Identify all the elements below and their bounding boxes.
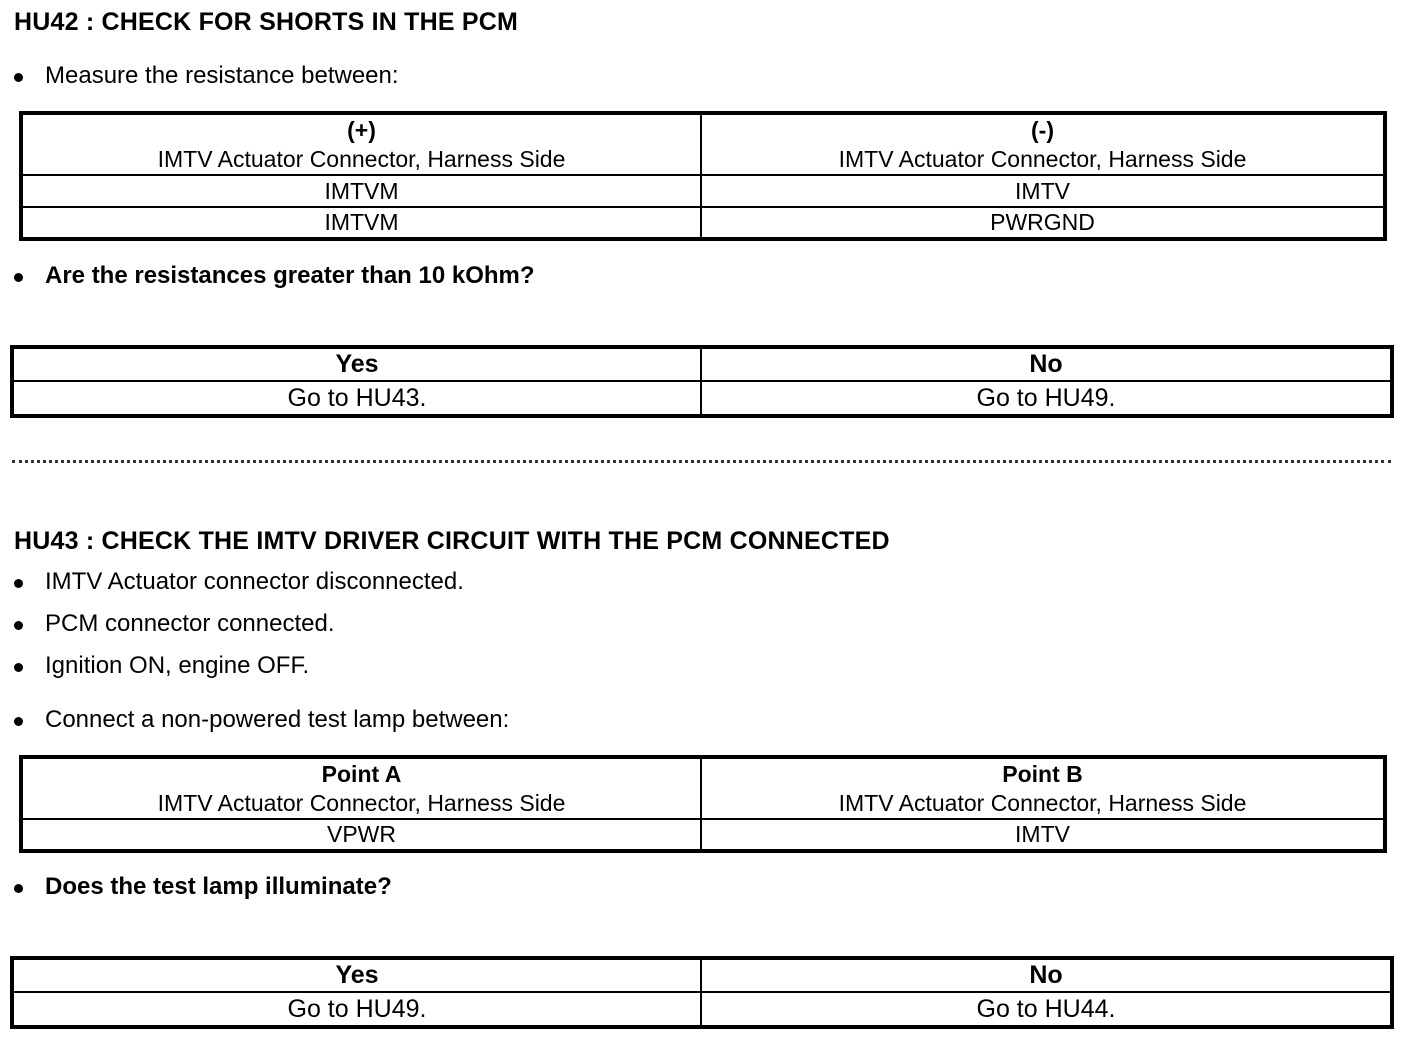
table-header-row <box>21 757 1385 819</box>
header-polarity-plus: (+) <box>347 116 376 143</box>
bullet-condition <box>14 568 464 596</box>
bullet-dot-icon <box>14 663 23 672</box>
bullet-question-test-lamp <box>14 873 392 901</box>
table-row <box>12 381 1392 416</box>
bullet-condition <box>14 652 309 680</box>
table-header-cell <box>701 757 1385 819</box>
table-header-cell <box>701 113 1385 175</box>
bullet-question-resistance <box>14 262 535 290</box>
bullet-text: PCM connector connected. <box>45 610 335 637</box>
table-cell: IMTV <box>701 175 1385 207</box>
table-cell: IMTVM <box>21 175 701 207</box>
table-cell: IMTVM <box>21 207 701 239</box>
table-header-row <box>12 347 1392 381</box>
bullet-text: IMTV Actuator connector disconnected. <box>45 568 464 595</box>
yes-header: Yes <box>12 347 701 381</box>
table-cell: VPWR <box>21 819 701 851</box>
no-action: Go to HU49. <box>701 381 1392 416</box>
yes-header: Yes <box>12 958 701 992</box>
no-header: No <box>701 958 1392 992</box>
table-row <box>21 175 1385 207</box>
table-cell: PWRGND <box>701 207 1385 239</box>
header-connector-label: IMTV Actuator Connector, Harness Side <box>157 789 566 816</box>
bullet-dot-icon <box>14 884 23 893</box>
test-lamp-table <box>19 755 1387 853</box>
bullet-connect-test-lamp <box>14 706 509 734</box>
header-connector-label: IMTV Actuator Connector, Harness Side <box>838 789 1247 816</box>
resistance-measurement-table <box>19 111 1387 241</box>
table-row <box>21 819 1385 851</box>
answer-table-hu43 <box>10 956 1394 1029</box>
table-header-row <box>12 958 1392 992</box>
table-header-cell <box>21 113 701 175</box>
table-row <box>12 992 1392 1027</box>
table-header-row <box>21 113 1385 175</box>
table-row <box>21 207 1385 239</box>
bullet-text: Ignition ON, engine OFF. <box>45 652 310 679</box>
question-text: Does the test lamp illuminate? <box>45 873 392 900</box>
yes-action: Go to HU49. <box>12 992 701 1027</box>
bullet-dot-icon <box>14 273 23 282</box>
bullet-dot-icon <box>14 717 23 726</box>
no-action: Go to HU44. <box>701 992 1392 1027</box>
bullet-dot-icon <box>14 73 23 82</box>
answer-table-hu42 <box>10 345 1394 418</box>
yes-action: Go to HU43. <box>12 381 701 416</box>
no-header: No <box>701 347 1392 381</box>
header-point-a: Point A <box>321 760 402 787</box>
header-connector-label: IMTV Actuator Connector, Harness Side <box>157 145 566 172</box>
section-hu42-heading: HU42 : CHECK FOR SHORTS IN THE PCM <box>14 8 519 36</box>
bullet-condition <box>14 610 335 638</box>
question-text: Are the resistances greater than 10 kOhm? <box>45 262 535 289</box>
bullet-dot-icon <box>14 621 23 630</box>
section-hu43-heading: HU43 : CHECK THE IMTV DRIVER CIRCUIT WITH THE PCM CONNECTED <box>14 527 890 555</box>
header-connector-label: IMTV Actuator Connector, Harness Side <box>838 145 1247 172</box>
bullet-text: Measure the resistance between: <box>45 62 399 89</box>
header-polarity-minus: (-) <box>1031 116 1054 143</box>
bullet-dot-icon <box>14 579 23 588</box>
table-cell: IMTV <box>701 819 1385 851</box>
bullet-measure-resistance <box>14 62 399 90</box>
section-divider <box>12 460 1391 463</box>
bullet-text: Connect a non-powered test lamp between: <box>45 706 510 733</box>
header-point-b: Point B <box>1002 760 1083 787</box>
table-header-cell <box>21 757 701 819</box>
